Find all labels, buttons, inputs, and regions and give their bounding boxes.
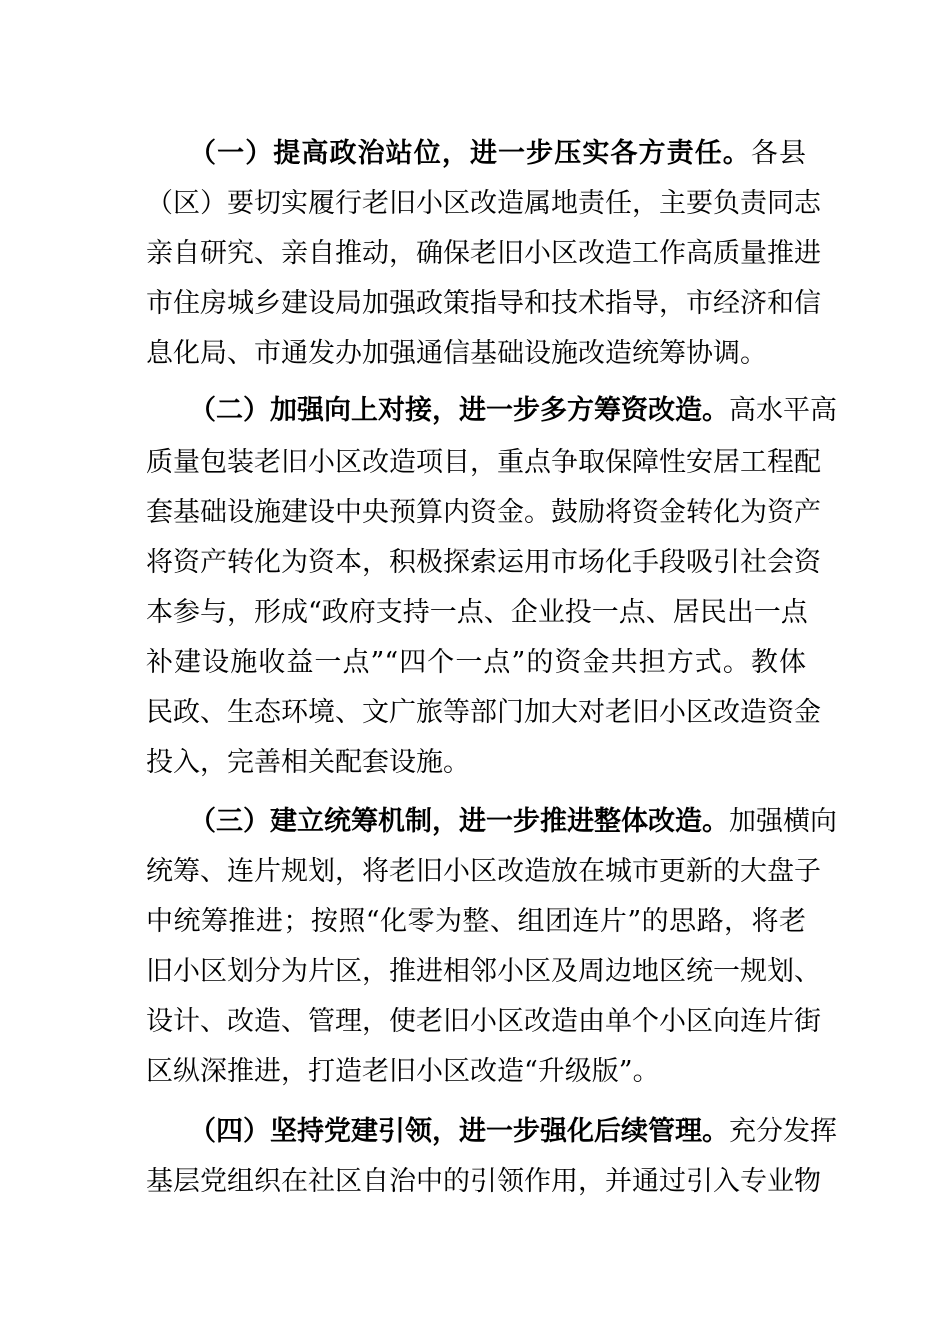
paragraph-3-line-6: 区纵深推进，打造老旧小区改造“升级版”。 — [146, 1056, 660, 1087]
paragraph-4-line-1 — [189, 1112, 837, 1152]
paragraph-2-line-5: 本参与，形成“政府支持一点、企业投一点、居民出一点 — [146, 597, 808, 628]
paragraph-2-line-7: 民政、生态环境、文广旅等部门加大对老旧小区改造资金 — [146, 697, 821, 728]
paragraph-1-line-4: 市住房城乡建设局加强政策指导和技术指导，市经济和信 — [146, 288, 821, 319]
paragraph-3-line-5: 设计、改造、管理，使老旧小区改造由单个小区向连片街 — [146, 1006, 821, 1037]
paragraph-3-heading: （三）建立统筹机制，进一步推进整体改造。 — [189, 806, 729, 837]
paragraph-2-line-8: 投入，完善相关配套设施。 — [146, 747, 470, 778]
paragraph-2-heading: （二）加强向上对接，进一步多方筹资改造。 — [189, 395, 729, 426]
paragraph-1-line-5: 息化局、市通发办加强通信基础设施改造统筹协调。 — [146, 338, 767, 369]
paragraph-2-line-4: 将资产转化为资本，积极探索运用市场化手段吸引社会资 — [146, 547, 821, 578]
paragraph-3-line-2: 统筹、连片规划，将老旧小区改造放在城市更新的大盘子 — [146, 856, 821, 887]
paragraph-1-line-1 — [189, 134, 806, 174]
paragraph-2-text: 高水平高 — [729, 395, 837, 426]
paragraph-2-line-3: 套基础设施建设中央预算内资金。鼓励将资金转化为资产 — [146, 497, 821, 528]
paragraph-3-line-1 — [189, 802, 837, 842]
paragraph-1-text: 各县 — [750, 138, 807, 169]
paragraph-4-line-2: 基层党组织在社区自治中的引领作用，并通过引入专业物 — [146, 1166, 821, 1197]
paragraph-4-text: 充分发挥 — [729, 1116, 837, 1147]
paragraph-2-line-6: 补建设施收益一点”“四个一点”的资金共担方式。教体 — [146, 647, 806, 678]
paragraph-1-line-2: （区）要切实履行老旧小区改造属地责任，主要负责同志 — [146, 188, 821, 219]
paragraph-3-text: 加强横向 — [729, 806, 837, 837]
paragraph-3-line-3: 中统筹推进；按照“化零为整、组团连片”的思路，将老 — [146, 906, 806, 937]
paragraph-1-heading: （一）提高政治站位，进一步压实各方责任。 — [189, 138, 751, 169]
paragraph-2-line-2: 质量包装老旧小区改造项目，重点争取保障性安居工程配 — [146, 447, 821, 478]
paragraph-3-line-4: 旧小区划分为片区，推进相邻小区及周边地区统一规划、 — [146, 956, 821, 987]
paragraph-2-line-1 — [189, 391, 837, 431]
paragraph-1-line-3: 亲自研究、亲自推动，确保老旧小区改造工作高质量推进 — [146, 238, 821, 269]
paragraph-4-heading: （四）坚持党建引领，进一步强化后续管理。 — [189, 1116, 729, 1147]
